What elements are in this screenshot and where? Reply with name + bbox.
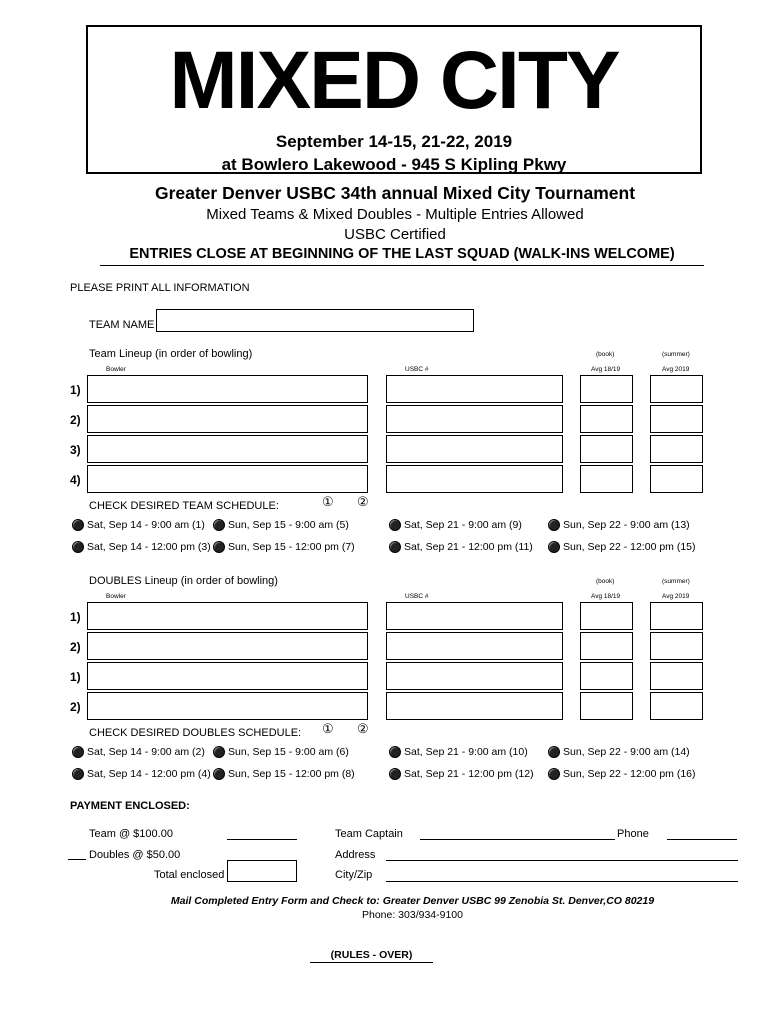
doubles-avg-book-input[interactable] — [580, 602, 633, 630]
team-avg-summer-input[interactable] — [650, 405, 703, 433]
doubles-bowler-input[interactable] — [87, 602, 368, 630]
radio-button-icon[interactable] — [548, 541, 560, 553]
schedule-option-label: Sat, Sep 21 - 9:00 am (9) — [404, 519, 522, 531]
doubles-fee-label: Doubles @ $50.00 — [89, 849, 181, 861]
radio-button-icon[interactable] — [72, 519, 84, 531]
team-usbc-input[interactable] — [386, 405, 563, 433]
doubles-row-number: 2) — [70, 640, 81, 654]
team-avg-summer-input[interactable] — [650, 375, 703, 403]
page-title: MIXED CITY — [169, 35, 619, 126]
team-schedule-label: CHECK DESIRED TEAM SCHEDULE: — [89, 500, 279, 512]
cityzip-input[interactable] — [386, 881, 738, 882]
team-avg-book-input[interactable] — [580, 405, 633, 433]
doubles-row-number: 1) — [70, 670, 81, 684]
schedule-option-label: Sun, Sep 15 - 9:00 am (6) — [228, 746, 349, 758]
team-bowler-input[interactable] — [87, 375, 368, 403]
doubles-avg-book-input[interactable] — [580, 692, 633, 720]
doubles-bowler-input[interactable] — [87, 692, 368, 720]
doubles-col-avg-summer: Avg 2019 — [662, 593, 690, 600]
radio-button-icon[interactable] — [72, 768, 84, 780]
doubles-lineup-label: DOUBLES Lineup (in order of bowling) — [89, 575, 278, 587]
cityzip-label: City/Zip — [335, 869, 373, 881]
doubles-avg-summer-input[interactable] — [650, 602, 703, 630]
team-schedule-option[interactable] — [548, 518, 690, 532]
team-schedule-option[interactable] — [389, 540, 533, 554]
schedule-option-label: Sun, Sep 22 - 12:00 pm (16) — [563, 768, 696, 780]
radio-button-icon[interactable] — [213, 519, 225, 531]
doubles-schedule-option[interactable] — [72, 745, 205, 759]
doubles-schedule-label: CHECK DESIRED DOUBLES SCHEDULE: — [89, 727, 302, 739]
schedule-option-label: Sun, Sep 22 - 9:00 am (14) — [563, 746, 690, 758]
doubles-col-summer: (summer) — [662, 578, 690, 585]
team-fee-label: Team @ $100.00 — [89, 828, 173, 840]
col-book: (book) — [596, 351, 615, 358]
print-instructions: PLEASE PRINT ALL INFORMATION — [70, 282, 250, 294]
entries-close-notice: ENTRIES CLOSE AT BEGINNING OF THE LAST SQUAD (WALK-INS WELCOME) — [100, 245, 704, 266]
doubles-avg-summer-input[interactable] — [650, 632, 703, 660]
schedule-option-label: Sun, Sep 15 - 9:00 am (5) — [228, 519, 349, 531]
schedule-option-label: Sun, Sep 15 - 12:00 pm (7) — [228, 541, 355, 553]
doubles-avg-book-input[interactable] — [580, 662, 633, 690]
team-schedule-option[interactable] — [389, 518, 522, 532]
team-usbc-input[interactable] — [386, 435, 563, 463]
schedule-option-label: Sun, Sep 22 - 12:00 pm (15) — [563, 541, 696, 553]
doubles-circle-1-icon: ① — [322, 721, 334, 736]
schedule-option-label: Sun, Sep 22 - 9:00 am (13) — [563, 519, 690, 531]
col-avg-book: Avg 18/19 — [591, 366, 621, 373]
total-enclosed-label: Total enclosed — [154, 869, 225, 881]
tournament-subtitle: Mixed Teams & Mixed Doubles - Multiple Entries Allowed — [206, 206, 584, 223]
radio-button-icon[interactable] — [213, 746, 225, 758]
captain-input[interactable] — [420, 839, 615, 840]
col-bowler: Bowler — [106, 366, 126, 373]
radio-button-icon[interactable] — [72, 541, 84, 553]
team-name-label: TEAM NAME — [89, 319, 155, 331]
team-schedule-option[interactable] — [72, 518, 205, 532]
team-schedule-option[interactable] — [213, 540, 355, 554]
team-row-number: 1) — [70, 383, 81, 397]
team-bowler-input[interactable] — [87, 465, 368, 493]
doubles-avg-summer-input[interactable] — [650, 662, 703, 690]
doubles-circle-2-icon: ② — [357, 721, 369, 736]
schedule-option-label: Sat, Sep 21 - 9:00 am (10) — [404, 746, 528, 758]
address-input[interactable] — [386, 860, 738, 861]
schedule-option-label: Sat, Sep 21 - 12:00 pm (12) — [404, 768, 534, 780]
event-venue: at Bowlero Lakewood - 945 S Kipling Pkwy — [221, 155, 567, 174]
rules-over: (RULES - OVER) — [310, 949, 433, 963]
schedule-option-label: Sat, Sep 14 - 9:00 am (2) — [87, 746, 205, 758]
doubles-schedule-option[interactable] — [389, 767, 534, 781]
team-lineup-label: Team Lineup (in order of bowling) — [89, 348, 253, 360]
total-enclosed-input[interactable] — [227, 860, 297, 882]
team-usbc-input[interactable] — [386, 375, 563, 403]
schedule-option-label: Sat, Sep 21 - 12:00 pm (11) — [404, 541, 533, 553]
team-schedule-option[interactable] — [548, 540, 696, 554]
radio-button-icon[interactable] — [213, 541, 225, 553]
team-avg-book-input[interactable] — [580, 465, 633, 493]
doubles-row-number: 2) — [70, 700, 81, 714]
team-avg-book-input[interactable] — [580, 435, 633, 463]
phone-input[interactable] — [667, 839, 737, 840]
team-schedule-option[interactable] — [72, 540, 211, 554]
radio-button-icon[interactable] — [389, 519, 401, 531]
team-avg-book-input[interactable] — [580, 375, 633, 403]
team-row-number: 2) — [70, 413, 81, 427]
payment-heading: PAYMENT ENCLOSED: — [70, 800, 190, 812]
doubles-usbc-input[interactable] — [386, 692, 563, 720]
doubles-col-book: (book) — [596, 578, 615, 585]
schedule-option-label: Sat, Sep 14 - 9:00 am (1) — [87, 519, 205, 531]
col-avg-summer: Avg 2019 — [662, 366, 690, 373]
team-bowler-input[interactable] — [87, 405, 368, 433]
doubles-bowler-input[interactable] — [87, 662, 368, 690]
doubles-col-usbc: USBC # — [405, 593, 429, 600]
radio-button-icon[interactable] — [548, 768, 560, 780]
team-row-number: 4) — [70, 473, 81, 487]
doubles-schedule-option[interactable] — [213, 767, 355, 781]
tournament-name: Greater Denver USBC 34th annual Mixed City Tournament — [154, 183, 636, 203]
team-usbc-input[interactable] — [386, 465, 563, 493]
radio-button-icon[interactable] — [213, 768, 225, 780]
schedule-option-label: Sat, Sep 14 - 12:00 pm (3) — [87, 541, 211, 553]
team-avg-summer-input[interactable] — [650, 465, 703, 493]
event-dates: September 14-15, 21-22, 2019 — [275, 132, 513, 151]
team-avg-summer-input[interactable] — [650, 435, 703, 463]
mail-instructions: Mail Completed Entry Form and Check to: Greater Denver USBC 99 Zenobia St. Denver,CO 80219 — [170, 895, 655, 907]
team-fee-line[interactable] — [227, 839, 297, 840]
schedule-option-label: Sat, Sep 14 - 12:00 pm (4) — [87, 768, 211, 780]
team-schedule-option[interactable] — [213, 518, 349, 532]
address-label: Address — [335, 849, 376, 861]
circle-2-icon: ② — [357, 494, 369, 509]
doubles-avg-book-input[interactable] — [580, 632, 633, 660]
doubles-schedule-option[interactable] — [548, 745, 690, 759]
schedule-option-label: Sun, Sep 15 - 12:00 pm (8) — [228, 768, 355, 780]
col-usbc: USBC # — [405, 366, 429, 373]
team-name-input[interactable] — [156, 309, 474, 332]
doubles-usbc-input[interactable] — [386, 632, 563, 660]
doubles-schedule-option[interactable] — [548, 767, 696, 781]
captain-label: Team Captain — [335, 828, 403, 840]
doubles-avg-summer-input[interactable] — [650, 692, 703, 720]
doubles-usbc-input[interactable] — [386, 602, 563, 630]
footer-phone: Phone: 303/934-9100 — [361, 909, 463, 921]
team-bowler-input[interactable] — [87, 435, 368, 463]
doubles-schedule-option[interactable] — [72, 767, 211, 781]
doubles-usbc-input[interactable] — [386, 662, 563, 690]
radio-button-icon[interactable] — [548, 746, 560, 758]
circle-1-icon: ① — [322, 494, 334, 509]
radio-button-icon[interactable] — [389, 768, 401, 780]
radio-button-icon[interactable] — [72, 746, 84, 758]
doubles-schedule-option[interactable] — [213, 745, 349, 759]
radio-button-icon[interactable] — [548, 519, 560, 531]
doubles-count-line[interactable] — [68, 859, 86, 860]
team-row-number: 3) — [70, 443, 81, 457]
radio-button-icon[interactable] — [389, 541, 401, 553]
certified-label: USBC Certified — [344, 226, 446, 243]
doubles-col-avg-book: Avg 18/19 — [591, 593, 621, 600]
doubles-col-bowler: Bowler — [106, 593, 126, 600]
doubles-schedule-option[interactable] — [389, 745, 528, 759]
col-summer: (summer) — [662, 351, 690, 358]
doubles-row-number: 1) — [70, 610, 81, 624]
phone-label: Phone — [617, 828, 649, 840]
doubles-bowler-input[interactable] — [87, 632, 368, 660]
radio-button-icon[interactable] — [389, 746, 401, 758]
